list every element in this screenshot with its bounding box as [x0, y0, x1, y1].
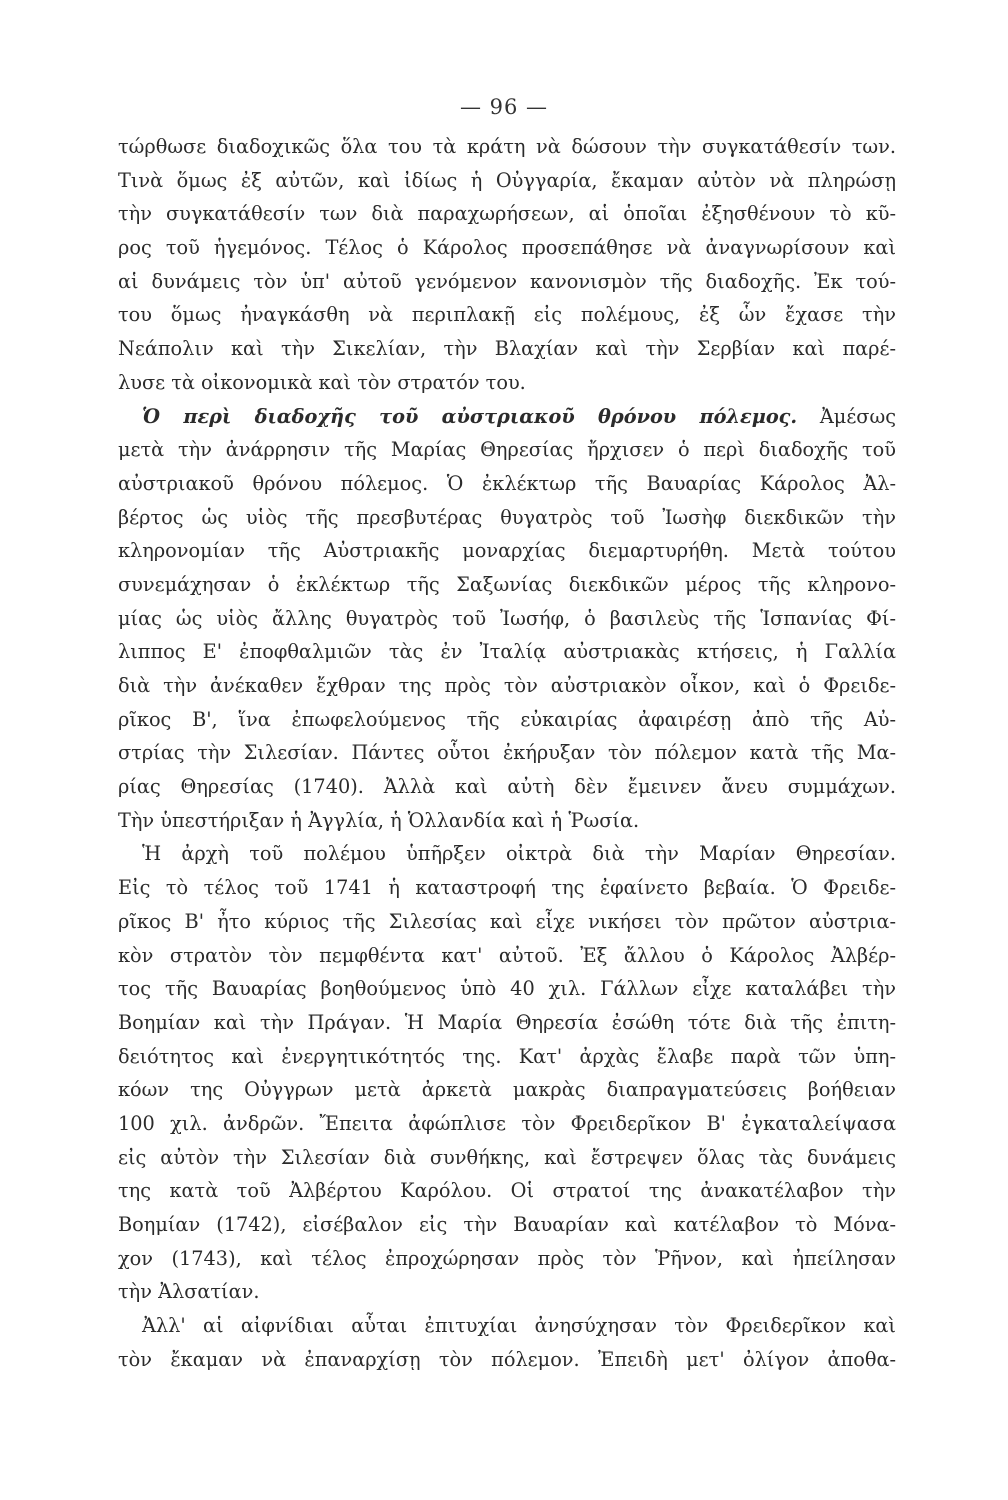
- text-line: διὰ τὴν ἀνέκαθεν ἔχθραν της πρὸς τὸν αὐστριακὸν οἶκον, καὶ ὁ Φρειδε-: [118, 674, 896, 697]
- text-line: τὸν ἔκαμαν νὰ ἐπαναρχίσῃ τὸν πόλεμον. Ἐπειδὴ μετ' ὀλίγον ἀποθα-: [118, 1347, 896, 1371]
- text-line: Τὴν ὑπεστήριξαν ἡ Ἀγγλία, ἡ Ὁλλανδία καὶ ἡ Ῥωσία.: [118, 808, 640, 832]
- text-line: ρῖκος Β' ἦτο κύριος τῆς Σιλεσίας καὶ εἶχε νικήσει τὸν πρῶτον αὐστρια-: [118, 909, 896, 933]
- text-line: αὐστριακοῦ θρόνου πόλεμος. Ὁ ἐκλέκτωρ τῆς Βαυαρίας Κάρολος Ἀλ-: [118, 471, 896, 495]
- section-heading-line: [118, 400, 896, 434]
- text-line: Τινὰ ὅμως ἐξ αὐτῶν, καὶ ἰδίως ἡ Οὐγγαρία, ἔκαμαν αὐτὸν νὰ πληρώσῃ: [118, 168, 896, 192]
- text-line: λυσε τὰ οἰκονομικὰ καὶ τὸν στρατόν του.: [118, 370, 526, 394]
- text-line: ρος τοῦ ἡγεμόνος. Τέλος ὁ Κάρολος προσεπάθησε νὰ ἀναγνωρίσουν καὶ: [118, 236, 896, 260]
- text-line: στρίας τὴν Σιλεσίαν. Πάντες οὗτοι ἐκήρυξαν τὸν πόλεμον κατὰ τῆς Μα-: [118, 741, 896, 765]
- text-line: 100 χιλ. ἀνδρῶν. Ἔπειτα ἀφώπλισε τὸν Φρειδερῖκον Β' ἐγκαταλείψασα: [118, 1111, 896, 1135]
- text-line: Εἰς τὸ τέλος τοῦ 1741 ἡ καταστροφή της ἐφαίνετο βεβαία. Ὁ Φρειδε-: [118, 876, 896, 900]
- text-line: ρίας Θηρεσίας (1740). Ἀλλὰ καὶ αὐτὴ δὲν ἔμεινεν ἄνευ συμμάχων.: [118, 775, 896, 799]
- text-line: τος τῆς Βαυαρίας βοηθούμενος ὑπὸ 40 χιλ. Γάλλων εἶχε καταλάβει τὴν: [118, 977, 896, 1001]
- text-line: κὸν στρατὸν τὸν πεμφθέντα κατ' αὐτοῦ. Ἐξ ἄλλου ὁ Κάρολος Ἀλβέρ-: [118, 943, 896, 967]
- body-text: [118, 130, 896, 1376]
- text-line: ρῖκος Β', ἵνα ἐπωφελούμενος τῆς εὐκαιρίας ἀφαιρέσῃ ἀπὸ τῆς Αὐ-: [118, 707, 896, 731]
- text-line: μίας ὡς υἱὸς ἄλλης θυγατρὸς τοῦ Ἰωσήφ, ὁ βασιλεὺς τῆς Ἱσπανίας Φί-: [118, 606, 896, 630]
- text-line: της κατὰ τοῦ Ἀλβέρτου Καρόλου. Οἱ στρατοί της ἀνακατέλαβον τὴν: [118, 1179, 896, 1203]
- section-heading: Ὁ περὶ διαδοχῆς τοῦ αὐστριακοῦ θρόνου πόλεμος.: [142, 404, 798, 428]
- text-line: Βοημίαν καὶ τὴν Πράγαν. Ἡ Μαρία Θηρεσία ἐσώθη τότε διὰ τῆς ἐπιτη-: [118, 1010, 896, 1034]
- text-line: Βοημίαν (1742), εἰσέβαλον εἰς τὴν Βαυαρίαν καὶ κατέλαβον τὸ Μόνα-: [118, 1213, 896, 1236]
- text-line: κόων της Οὐγγρων μετὰ ἀρκετὰ μακρὰς διαπραγματεύσεις βοήθειαν: [118, 1078, 896, 1102]
- text-line: αἱ δυνάμεις τὸν ὑπ' αὐτοῦ γενόμενον κανονισμὸν τῆς διαδοχῆς. Ἐκ τού-: [118, 269, 896, 293]
- text-line: τὴν συγκατάθεσίν των διὰ παραχωρήσεων, αἱ ὁποῖαι ἐξησθένουν τὸ κῦ-: [118, 202, 896, 226]
- text-line: εἰς αὐτὸν τὴν Σιλεσίαν διὰ συνθήκης, καὶ ἔστρεψεν ὅλας τὰς δυνάμεις: [118, 1145, 896, 1169]
- text-line: μετὰ τὴν ἀνάρρησιν τῆς Μαρίας Θηρεσίας ἤρχισεν ὁ περὶ διαδοχῆς τοῦ: [118, 438, 896, 462]
- text-line: κληρονομίαν τῆς Αὐστριακῆς μοναρχίας διεμαρτυρήθη. Μετὰ τούτου: [118, 539, 896, 563]
- text-line: λιππος Ε' ἐποφθαλμιῶν τὰς ἐν Ἰταλίᾳ αὐστριακὰς κτήσεις, ἡ Γαλλία: [118, 640, 896, 664]
- text-line: συνεμάχησαν ὁ ἐκλέκτωρ τῆς Σαξωνίας διεκδικῶν μέρος τῆς κληρονο-: [118, 572, 896, 596]
- text-line: Ἡ ἀρχὴ τοῦ πολέμου ὑπῆρξεν οἰκτρὰ διὰ τὴν Μαρίαν Θηρεσίαν.: [142, 842, 896, 866]
- page-number: — 96 —: [459, 95, 549, 119]
- text-line: χον (1743), καὶ τέλος ἐπροχώρησαν πρὸς τὸν Ῥῆνον, καὶ ἠπείλησαν: [118, 1246, 896, 1270]
- text-line: τώρθωσε διαδοχικῶς ὅλα του τὰ κράτη νὰ δώσουν τὴν συγκατάθεσίν των.: [118, 135, 896, 158]
- text-line: του ὅμως ἠναγκάσθη νὰ περιπλακῇ εἰς πολέμους, ἐξ ὧν ἔχασε τὴν: [118, 303, 896, 327]
- text-line: Ἀλλ' αἱ αἰφνίδιαι αὗται ἐπιτυχίαι ἀνησύχησαν τὸν Φρειδερῖκον καὶ: [142, 1314, 896, 1338]
- text-line: τὴν Ἀλσατίαν.: [118, 1280, 260, 1304]
- text-line: δειότητος καὶ ἐνεργητικότητός της. Κατ' ἀρχὰς ἔλαβε παρὰ τῶν ὑπη-: [118, 1044, 896, 1068]
- text-line: βέρτος ὡς υἱὸς τῆς πρεσβυτέρας θυγατρὸς τοῦ Ἰωσὴφ διεκδικῶν τὴν: [118, 505, 896, 529]
- text-fragment: Ἀμέσως: [797, 404, 896, 428]
- text-line: Νεάπολιν καὶ τὴν Σικελίαν, τὴν Βλαχίαν καὶ τὴν Σερβίαν καὶ παρέ-: [118, 337, 896, 361]
